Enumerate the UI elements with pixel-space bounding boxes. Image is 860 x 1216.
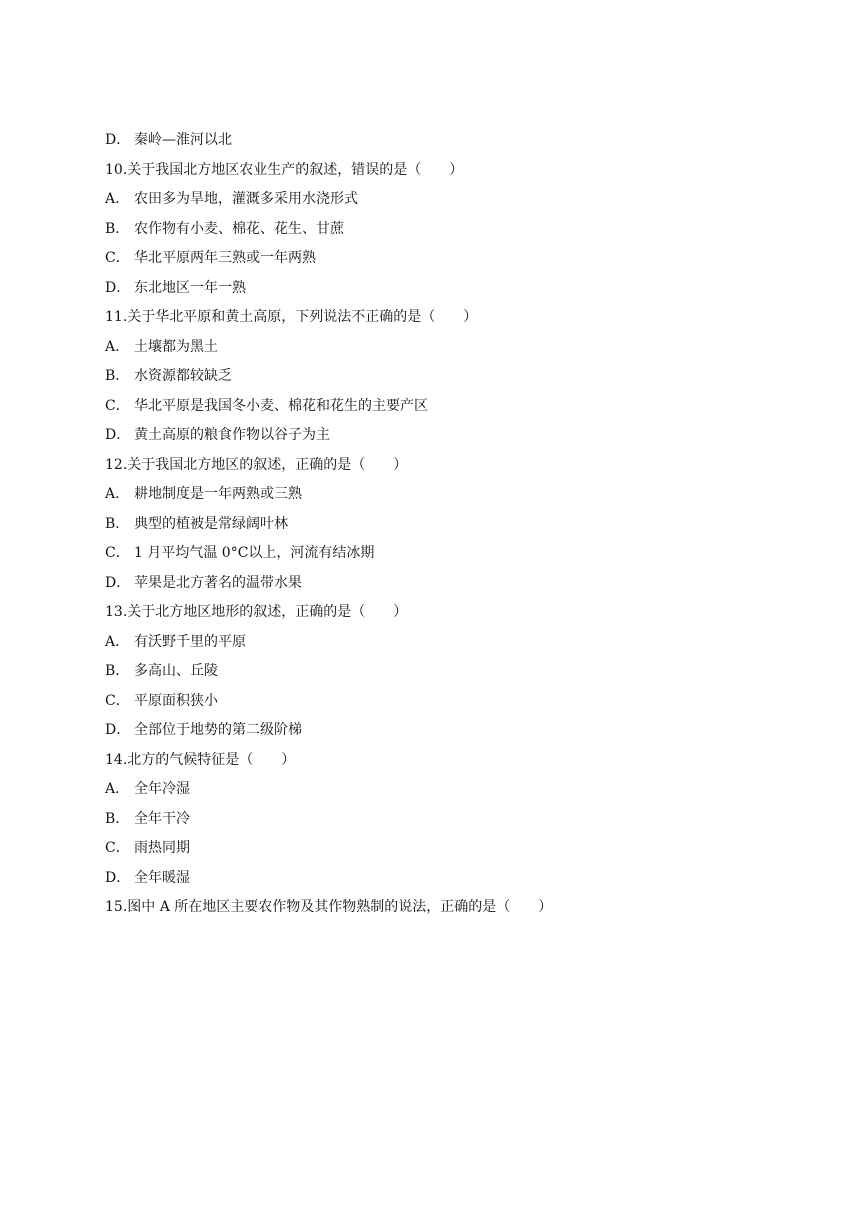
option-text: 秦岭—淮河以北	[134, 132, 232, 148]
option-text: 典型的植被是常绿阔叶林	[134, 515, 288, 532]
option-letter: A．	[105, 191, 130, 207]
option-text: 农作物有小麦、棉花、花生、甘蔗	[134, 220, 344, 237]
option-text: 黄土高原的粮食作物以谷子为主	[134, 427, 330, 443]
option-letter: B．	[105, 810, 130, 827]
answer-option	[105, 864, 765, 894]
answer-option	[105, 539, 765, 569]
option-letter: A．	[105, 338, 130, 355]
option-letter: C．	[105, 397, 130, 414]
option-letter: D．	[105, 132, 131, 148]
option-text: 华北平原两年三熟或一年两熟	[134, 250, 316, 266]
option-letter: A．	[105, 633, 130, 650]
option-text: 有沃野千里的平原	[134, 633, 246, 650]
question-stem: 13.关于北方地区地形的叙述，正确的是（ ）	[105, 604, 408, 620]
answer-option	[105, 657, 765, 687]
option-text: 农田多为旱地，灌溉多采用水浇形式	[134, 191, 358, 207]
option-text: 全年冷湿	[134, 781, 190, 797]
answer-option	[105, 215, 765, 245]
question-stem: 10.关于我国北方地区农业生产的叙述，错误的是（ ）	[105, 161, 464, 178]
answer-option	[105, 333, 765, 363]
option-text: 耕地制度是一年两熟或三熟	[134, 486, 302, 502]
answer-option	[105, 244, 765, 274]
question-stem: 15.图中 A 所在地区主要农作物及其作物熟制的说法，正确的是（ ）	[105, 899, 553, 915]
option-text: 水资源都较缺乏	[134, 368, 232, 384]
option-text: 全年暖湿	[134, 869, 190, 886]
option-letter: B．	[105, 368, 130, 384]
option-letter: C．	[105, 250, 130, 266]
option-text: 多高山、丘陵	[134, 663, 218, 679]
question-stem: 14.北方的气候特征是（ ）	[105, 751, 296, 768]
answer-option	[105, 510, 765, 540]
answer-option	[105, 805, 765, 835]
option-letter: B．	[105, 663, 130, 679]
option-text: 东北地区一年一熟	[134, 279, 246, 296]
answer-option	[105, 687, 765, 717]
option-letter: D．	[105, 427, 131, 443]
option-text: 平原面积狭小	[134, 692, 218, 709]
answer-option	[105, 274, 765, 304]
option-letter: C．	[105, 692, 130, 709]
option-text: 土壤都为黑土	[134, 338, 218, 355]
answer-option	[105, 480, 765, 510]
answer-option	[105, 362, 765, 392]
answer-option	[105, 834, 765, 864]
option-text: 雨热同期	[134, 840, 190, 856]
option-text: 全年干冷	[134, 810, 190, 827]
option-letter: B．	[105, 220, 130, 237]
answer-option	[105, 569, 765, 599]
option-letter: D．	[105, 869, 131, 886]
answer-option	[105, 775, 765, 805]
option-letter: C．	[105, 840, 130, 856]
answer-option	[105, 126, 765, 156]
answer-option	[105, 628, 765, 658]
option-letter: D．	[105, 279, 131, 296]
option-letter: A．	[105, 781, 130, 797]
question-list	[105, 126, 765, 923]
option-letter: B．	[105, 515, 130, 532]
question-stem: 11.关于华北平原和黄土高原，下列说法不正确的是（ ）	[105, 309, 478, 325]
option-letter: D．	[105, 574, 131, 591]
answer-option	[105, 392, 765, 422]
option-letter: C．	[105, 545, 130, 561]
option-text: 全部位于地势的第二级阶梯	[134, 722, 302, 738]
answer-option	[105, 716, 765, 746]
answer-option	[105, 185, 765, 215]
question-stem: 12.关于我国北方地区的叙述，正确的是（ ）	[105, 456, 408, 473]
option-text: 华北平原是我国冬小麦、棉花和花生的主要产区	[134, 397, 428, 414]
answer-option	[105, 421, 765, 451]
option-text: 苹果是北方著名的温带水果	[134, 574, 302, 591]
option-letter: A．	[105, 486, 130, 502]
option-letter: D．	[105, 722, 131, 738]
option-text: 1 月平均气温 0°C以上，河流有结冰期	[134, 545, 375, 561]
